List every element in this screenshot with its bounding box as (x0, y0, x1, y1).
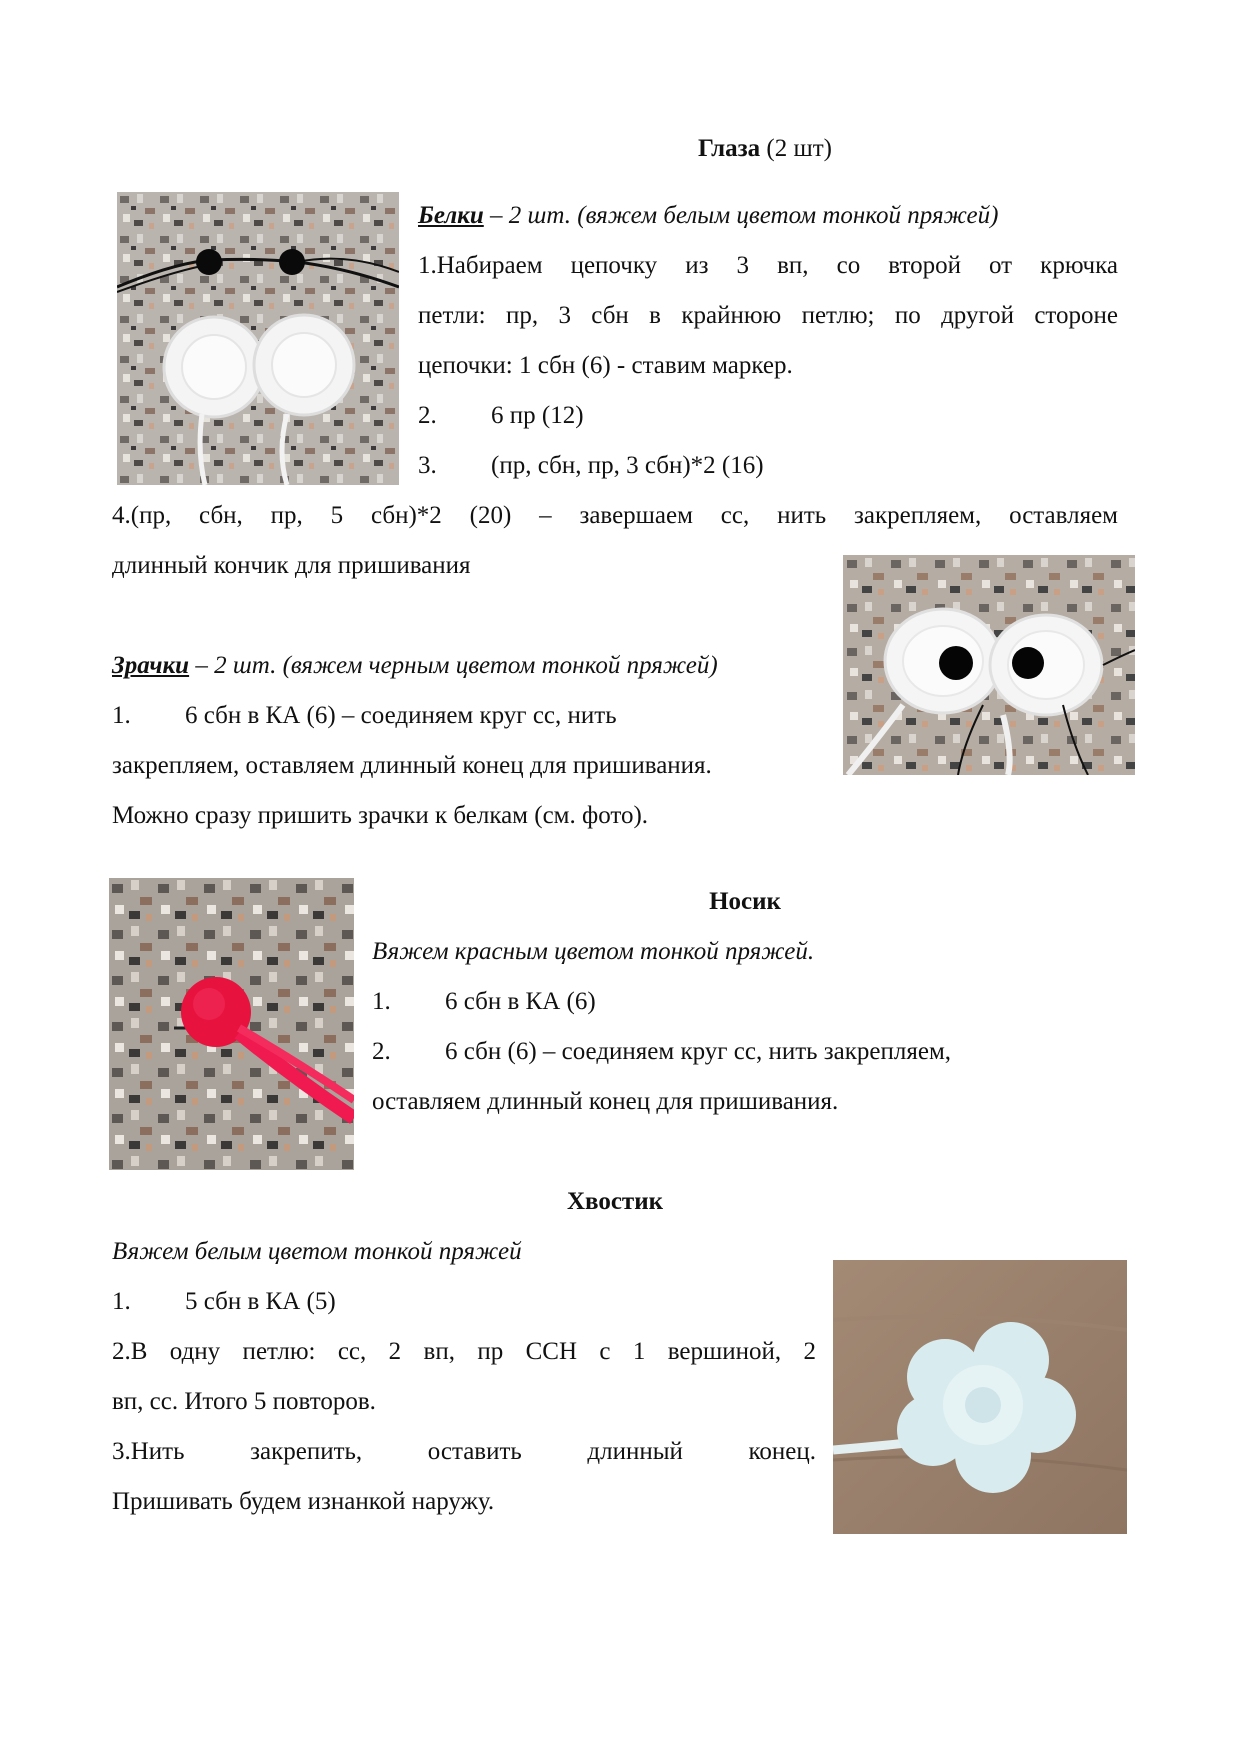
pupils-heading-note: – 2 шт. (вяжем черным цветом тонкой пряжей) (189, 652, 718, 679)
pupils-step1-text-2: закрепляем, оставляем длинный конец для пришивания. (112, 752, 712, 779)
eyes-title-rest: (2 шт) (760, 135, 832, 162)
eye-whites-photo (117, 192, 399, 485)
whites-step4-line2 (112, 551, 471, 581)
eyes-title (420, 134, 1110, 164)
whites-heading (418, 201, 998, 231)
nose-title-text: Носик (709, 888, 781, 915)
tail-step2-line2 (112, 1387, 376, 1417)
nose-subtitle (372, 937, 814, 967)
pupils-note (112, 801, 648, 831)
whites-step1-line2 (418, 301, 1118, 331)
tail-step2-line1 (112, 1337, 816, 1367)
tail-step1 (112, 1287, 336, 1317)
nose-step1 (372, 987, 596, 1017)
nose-step2-number: 2. (372, 1038, 391, 1065)
whites-step2-text: 6 пр (12) (491, 402, 584, 429)
whites-heading-label: Белки (418, 202, 484, 229)
nose-step2-line1 (372, 1037, 951, 1067)
tail-step2-text: В одну петлю: сс, 2 вп, пр ССН с 1 вершиной, 2 (130, 1338, 816, 1365)
whites-step1-line3 (418, 351, 793, 381)
red-nose-photo (109, 878, 354, 1170)
pupils-note-text: Можно сразу пришить зрачки к белкам (см. фото). (112, 802, 649, 829)
tail-step1-number: 1. (112, 1288, 131, 1315)
whites-step1-text-2: петли: пр, 3 сбн в крайнюю петлю; по другой стороне (418, 302, 1118, 329)
whites-step2-number: 2. (418, 402, 437, 429)
nose-title (370, 887, 1120, 917)
whites-step3-text: (пр, сбн, пр, 3 сбн)*2 (16) (491, 452, 764, 479)
nose-step2-text-2: оставляем длинный конец для пришивания. (372, 1088, 839, 1115)
tail-step1-text: 5 сбн в КА (5) (185, 1288, 336, 1315)
tail-step3-line1 (112, 1437, 816, 1467)
nose-subtitle-text: Вяжем красным цветом тонкой пряжей. (372, 938, 815, 965)
pupils-step1-line1 (112, 701, 617, 731)
nose-step1-number: 1. (372, 988, 391, 1015)
whites-step1-number: 1. (418, 252, 437, 279)
whites-step3 (418, 451, 764, 481)
nose-step1-text: 6 сбн в КА (6) (445, 988, 596, 1015)
nose-step2-line2 (372, 1087, 838, 1117)
pupils-step1-text: 6 сбн в КА (6) – соединяем круг сс, нить (185, 702, 617, 729)
whites-step2 (418, 401, 584, 431)
whites-step4-line1 (112, 501, 1118, 531)
whites-step4-text-2: длинный кончик для пришивания (112, 552, 471, 579)
tail-title (112, 1187, 1118, 1217)
pupils-heading (112, 651, 718, 681)
pupils-heading-label: Зрачки (112, 652, 190, 679)
tail-step3-text: Нить закрепить, оставить длинный конец. (130, 1438, 816, 1465)
tail-subtitle (112, 1237, 522, 1267)
tail-title-text: Хвостик (566, 1188, 664, 1215)
pupils-step1-line2 (112, 751, 712, 781)
pupils-step1-number: 1. (112, 702, 131, 729)
tail-step3-line2 (112, 1487, 494, 1517)
assembled-eyes-photo (843, 555, 1135, 775)
nose-step2-text: 6 сбн (6) – соединяем круг сс, нить закрепляем, (445, 1038, 952, 1065)
whites-step4-text: (пр, сбн, пр, 5 сбн)*2 (20) – завершаем сс, нить закрепляем, оставляем (130, 502, 1118, 529)
whites-step1-text-3: цепочки: 1 сбн (6) - ставим маркер. (418, 352, 793, 379)
eyes-title-bold: Глаза (698, 135, 761, 162)
whites-heading-note: – 2 шт. (вяжем белым цветом тонкой пряжей) (483, 202, 999, 229)
tail-step2-text-2: вп, сс. Итого 5 повторов. (112, 1388, 376, 1415)
tail-subtitle-text: Вяжем белым цветом тонкой пряжей (112, 1238, 522, 1265)
whites-step3-number: 3. (418, 452, 437, 479)
tail-step3-number: 3. (112, 1438, 131, 1465)
whites-step1-line1 (418, 251, 1118, 281)
white-tail-photo (833, 1260, 1127, 1534)
whites-step1-text: Набираем цепочку из 3 вп, со второй от крючка (436, 252, 1118, 279)
whites-step4-number: 4. (112, 502, 131, 529)
tail-step3-text-2: Пришивать будем изнанкой наружу. (112, 1488, 495, 1515)
tail-step2-number: 2. (112, 1338, 131, 1365)
